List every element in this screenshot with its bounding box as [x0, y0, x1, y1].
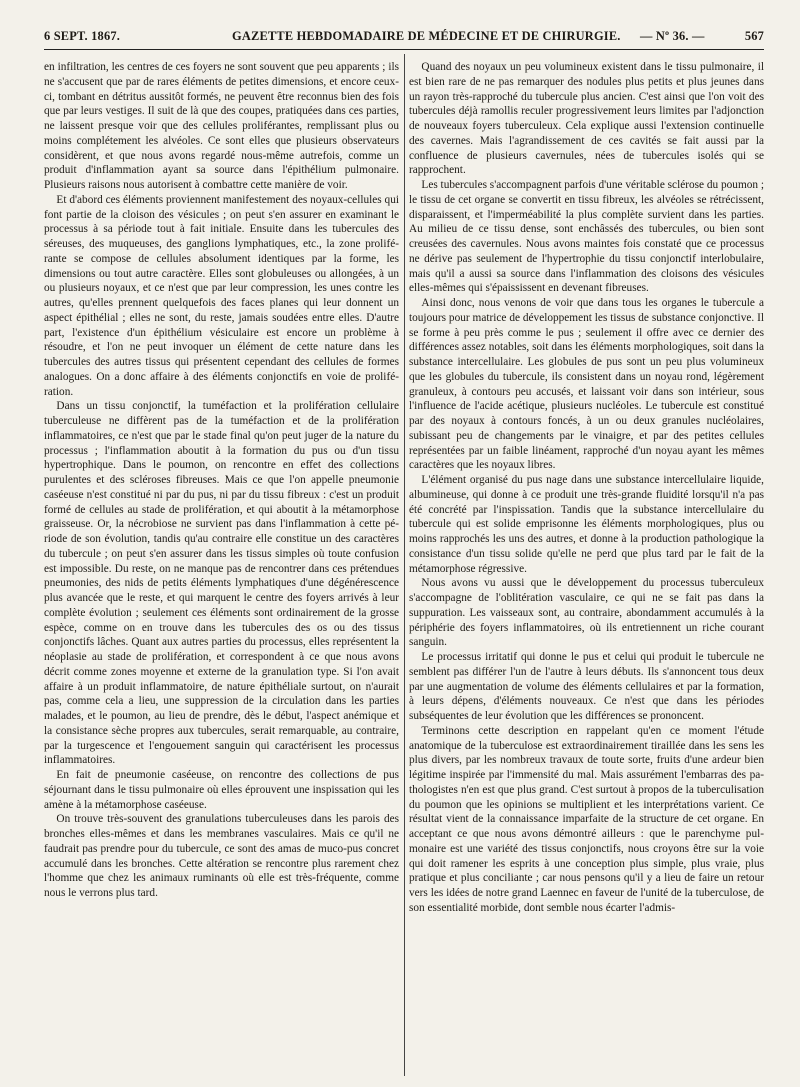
paragraph: En fait de pneumonie caséeuse, on rencontre des collections de pus séjournant dans le tissu pulmonaire où elles éprouvent une inspissation qui les amène à la métamorphose caséeuse. — [44, 769, 399, 811]
paragraph: On trouve très-souvent des granulations tuberculeuses dans les parois des bronches elles-mêmes et dans les membranes vasculaires. Mais ce qu'il ne faudrait pas prendre pour du tubercule, ce sont des amas de muco-pus concret accumulé dans les bronches. Cette altération se rencontre plus rarement chez l'homme que chez les animaux ruminants où elle est très-fréquente, comme nous le verrons plus tard. — [44, 813, 399, 899]
paragraph: Ainsi donc, nous venons de voir que dans tous les organes le tubercule a toujours pour matrice de développement les tissus de substance conjonctive. Il se forme à peu près comme le pus ; seulement il offre avec ce dernier des différences assez notables, soit dans les éléments morphologiques, soit dans la substance intercellulaire. Les globules de pus sont un peu plus volumineux que les globules du tubercule, ils consistent dans un noyau rond, légèrement granuleux, à contours peu accusés, et laissant voir dans son intérieur, sous l'influence de l'acide acétique, plusieurs nucléoles. Le tubercule est constitué par des noyaux à contours foncés, à un ou deux granules nucléolaires, subissant peu de changements par le vinaigre, et par des petites cellules représentées par un faible linéament, rapproché d'un noyau ayant les mêmes caractères que les noyaux libres. — [409, 297, 764, 472]
paragraph: Dans un tissu conjonctif, la tuméfaction et la prolifération cellulaire tuberculeuse ne diffèrent pas de la tuméfaction et de la prolifération inflammatoires, ce n'est que par le stade final qu'on peut juger de la nature du processus ; l'inflammation aboutit à la formation du pus ou d'un tissu hypertrophique. Dans le poumon, on rencontre en effet des collections purulentes et des scléroses fibreuses. Mais ce que l'on appelle pneumonie caséeuse n'est constitué ni par du pus, ni par du tissu fibreux : c'est un produit formé de cellules au stade de prolifération, et qui aboutit à la métamorphose graisseuse. Or, la nécrobiose ne survient pas dans l'inflammation à cette période de son évolution, tandis qu'au contraire elle constitue un des caractères du tubercule ; on peut s'en assurer dans les tissus simples où toute confusion est impossible. Du reste, on ne manque pas de rencontrer dans ces prétendues pneumonies, des nids de petits éléments lymphatiques d'une dégénérescence plus avancée que le reste, et qui marquent le centre des foyers arrivés à leur complète évolution ; seulement ces éléments sont ordinairement de la grosse espèce, comme on en trouve dans les tubercules des os ou des tissus conjonctifs lâches. Quant aux autres parties du processus, elles représentent la néoplasie au stade de prolifération, et correspondent à ce que nous avons décrit comme zones moyenne et externe de la granulation type. Si l'on avait affaire à un produit inflammatoire, de nature épithéliale surtout, on n'aurait pas, comme cela a lieu, une suppression de la circulation dans les parties malades, et le poumon, au lieu de prendre, dès le début, l'aspect anémique et la consistance sèche propres aux tubercules, serait remarquable, au contraire, par la turgescence et l'engouement sanguin qui caractérisent les processus inflammatoires. — [44, 400, 399, 767]
paragraph: Les tubercules s'accompagnent parfois d'une véritable sclérose du poumon ; le tissu de cet organe se convertit en tissu fibreux, les alvéoles se rétrécissent, disparaissent, et l'imperméabilité la plus complète survient dans les parties. Au milieu de ce tissu dense, sont enchâssés des tubercules, ou bien sont creusées des cavernules. Nous avons maintes fois constaté que ce processus ne dérive pas seulement de l'hypertrophie du tissu conjonctif interlobulaire, mais qu'il a aussi sa source dans l'inflammation des cloisons des vésicules elles-mêmes qui s'épaississent en devenant fibreuses. — [409, 179, 764, 295]
paragraph: Nous avons vu aussi que le développement du processus tuberculeux s'accompagne de l'oblitération vasculaire, ce qui ne se fait pas dans la suppuration. Les vaisseaux sont, au contraire, abondamment accumulés à la périphérie des foyers inflammatoires, où ils entretiennent un riche courant sanguin. — [409, 577, 764, 649]
header-page-number: 567 — [744, 29, 764, 43]
right-column — [409, 60, 764, 1074]
paragraph: Et d'abord ces éléments proviennent manifestement des noyaux-cellules qui font partie de la cloison des vésicules ; on peut s'en assurer en examinant le processus à sa période tout à fait initiale. Ensuite dans les tubercules des séreuses, des muqueuses, des ganglions lymphatiques, etc., la zone proliférante se compose de cellules absolument identiques par la forme, les dimensions ou tout autre caractère. Elles sont globuleuses ou allongées, à un ou plusieurs noyaux, et ce n'est que par leur compression, les unes contre les autres, qu'elles prennent quelquefois des faces planes qui leur donnent un aspect épithélial ; elles ne sont, du reste, jamais soudées entre elles. D'autre part, l'existence d'un épithélium vésiculaire est encore un problème à résoudre, et l'on ne peut invoquer un élément de cette nature dans les tubercules des autres tissus qui présentent cependant des cellules de formes analogues. On a donc affaire à des éléments conjonctifs en voie de prolifération. — [44, 193, 399, 398]
header-rule — [44, 49, 764, 50]
paragraph: en infiltration, les centres de ces foyers ne sont souvent que peu apparents ; ils ne s'accusent que par de rares éléments de petites dimensions, et encore ceux-ci, tombant en détritus aussitôt formés, ne peuvent être reconnus bien des fois que par leurs vestiges. Il suit de là que des coupes, pratiquées dans ces parties, ne laissent presque voir que des cellules proliférantes, remplissant plus ou moins complétement les alvéoles. Ce sont elles que plusieurs observateurs considèrent, et que nous avons regardé nous-même autrefois, comme un produit d'inflammation ayant sa source dans l'épithélium pulmonaire. Plusieurs raisons nous autorisent à combattre cette manière de voir. — [44, 61, 399, 191]
header-date: 6 SEPT. 1867. — [44, 29, 121, 43]
page-header — [44, 26, 764, 48]
header-title: GAZETTE HEBDOMADAIRE DE MÉDECINE ET DE CHIRURGIE. — [232, 29, 621, 43]
left-column — [44, 60, 399, 1074]
header-issue-number: — Nº 36. — — [640, 29, 705, 43]
text-columns — [44, 60, 764, 1074]
paragraph: Terminons cette description en rappelant qu'en ce moment l'étude anatomique de la tuberculose est extraordinairement tiraillée dans les sens les plus divers, par les nombreux travaux de toute sorte, fruits d'une ardeur bien légitime inspirée par l'immensité du mal. Mais assurément l'embarras des pathologistes n'en est que plus grand. C'est surtout à propos de la tuberculisation du poumon que les opinions se multiplient et les interprétations varient. Ce résultat vient de la connaissance imparfaite de la structure de cet organe. En acceptant ce que nous avons démontré ailleurs : que le parenchyme pulmonaire est une variété des tissus conjonctifs, nous croyons être sur la voie qui doit ramener les esprits à une conception plus simple, plus vraie, plus pratique et plus conciliante ; car nous pensons qu'il y a lieu de faire un retour vers les idées de notre grand Laennec en faveur de l'unité de la tuberculose, de son essentialité morbide, dont semble nous écarter l'admis- — [409, 724, 764, 914]
paragraph: Quand des noyaux un peu volumineux existent dans le tissu pulmonaire, il est bien rare de ne pas remarquer des nodules plus petits et plus jeunes dans un rayon très-rapproché du tubercule plus ancien. C'est ainsi que l'on voit des tubercules déjà ramollis reculer progressivement leurs limites par l'adjonction de nouveaux foyers tuberculeux. Cela explique aussi l'extension continuelle des cavernes. Mais l'agrandissement de ces cavités se fait aussi par la confluence de plusieurs cavernules, nées de tubercules isolés qui se rapprochent. — [409, 61, 764, 177]
paragraph: Le processus irritatif qui donne le pus et celui qui produit le tubercule ne semblent pas différer l'un de l'autre à leurs débuts. Ils s'annoncent tous deux par une augmentation de volume des éléments cellulaires et par la formation, à leurs dépens, d'éléments nouveaux. Ce n'est que dans les périodes subséquentes de leur évolution que les différences se prononcent. — [409, 651, 764, 722]
paragraph: L'élément organisé du pus nage dans une substance intercellulaire liquide, albumineuse, qui donne à ce produit une très-grande fluidité lorsqu'il n'a pas été concrété par l'inspissation. Tandis que la substance intercellulaire du tubercule qui est solide emprisonne les éléments morphologiques, plus ou moins rapprochés les uns des autres, et donne à la production pathologique la consistance d'un tissu solide qu'elle ne perd que plus tard par le fait de la métamorphose régressive. — [409, 474, 764, 575]
